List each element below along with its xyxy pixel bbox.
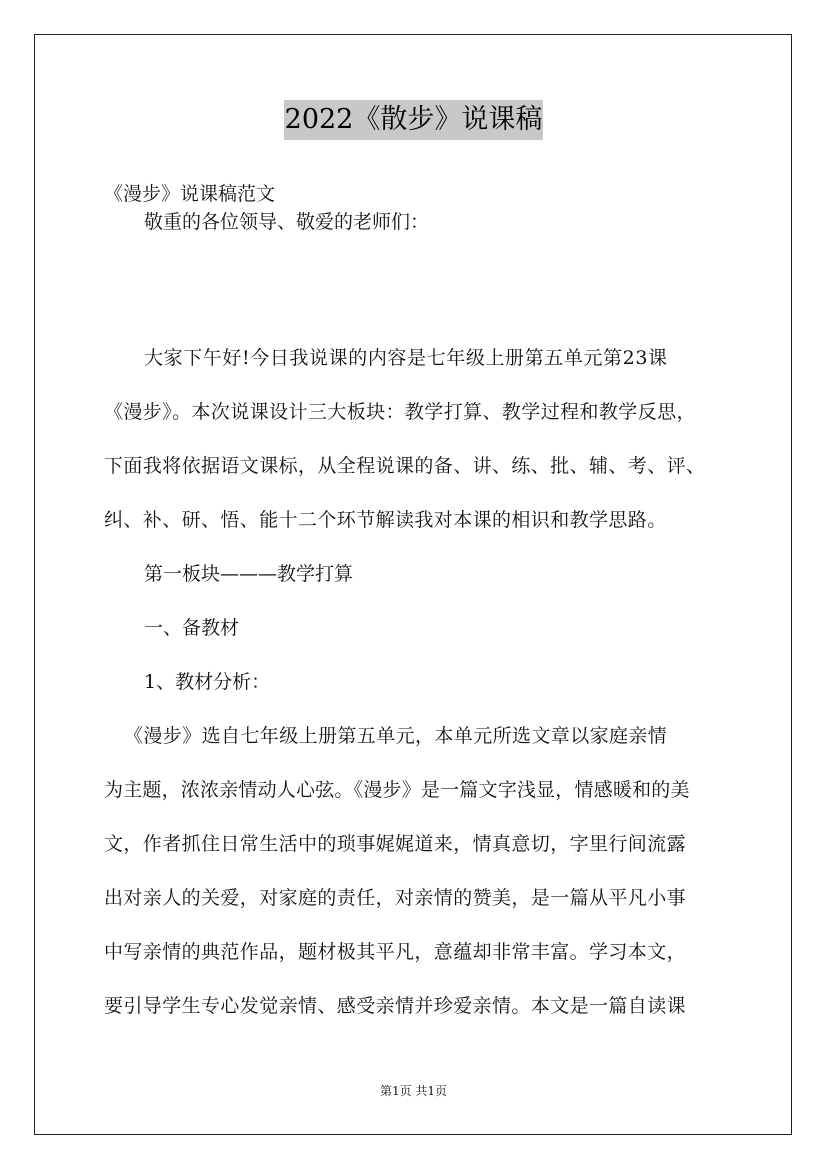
- subsection-heading: 一、备教材: [144, 617, 240, 639]
- paragraph-line: 要引导学生专心发觉亲情、感受亲情并珍爱亲情。本文是一篇自读课: [104, 995, 687, 1017]
- paragraph-line: 《漫步》选自七年级上册第五单元，本单元所选文章以家庭亲情: [124, 725, 668, 747]
- item-heading: 1、教材分析：: [144, 671, 271, 693]
- paragraph-line: 中写亲情的典范作品，题材极其平凡，意蕴却非常丰富。学习本文，: [104, 941, 687, 963]
- paragraph-line: 大家下午好!今日我说课的内容是七年级上册第五单元第23课: [144, 347, 668, 369]
- paragraph-line: 下面我将依据语文课标，从全程说课的备、讲、练、批、辅、考、评、: [104, 455, 706, 477]
- subtitle: 《漫步》说课稿范文: [104, 183, 276, 205]
- greeting-line: 敬重的各位领导、敬爱的老师们：: [144, 211, 430, 233]
- section-heading: 第一板块———教学打算: [144, 563, 354, 585]
- paragraph-line: 《漫步》。本次说课设计三大板块：教学打算、教学过程和教学反思，: [104, 401, 696, 423]
- title-container: [0, 100, 827, 140]
- page-footer: 第1页 共1页: [379, 1084, 448, 1098]
- paragraph-line: 为主题，浓浓亲情动人心弦。《漫步》是一篇文字浅显，情感暖和的美: [104, 779, 690, 801]
- document-title: 2022《散步》说课稿: [284, 100, 544, 140]
- paragraph-line: 文，作者抓住日常生活中的琐事娓娓道来，情真意切，字里行间流露: [104, 833, 687, 855]
- paragraph-line: 纠、补、研、悟、能十二个环节解读我对本课的相识和教学思路。: [104, 509, 667, 531]
- paragraph-line: 出对亲人的关爱，对家庭的责任，对亲情的赞美，是一篇从平凡小事: [104, 887, 687, 909]
